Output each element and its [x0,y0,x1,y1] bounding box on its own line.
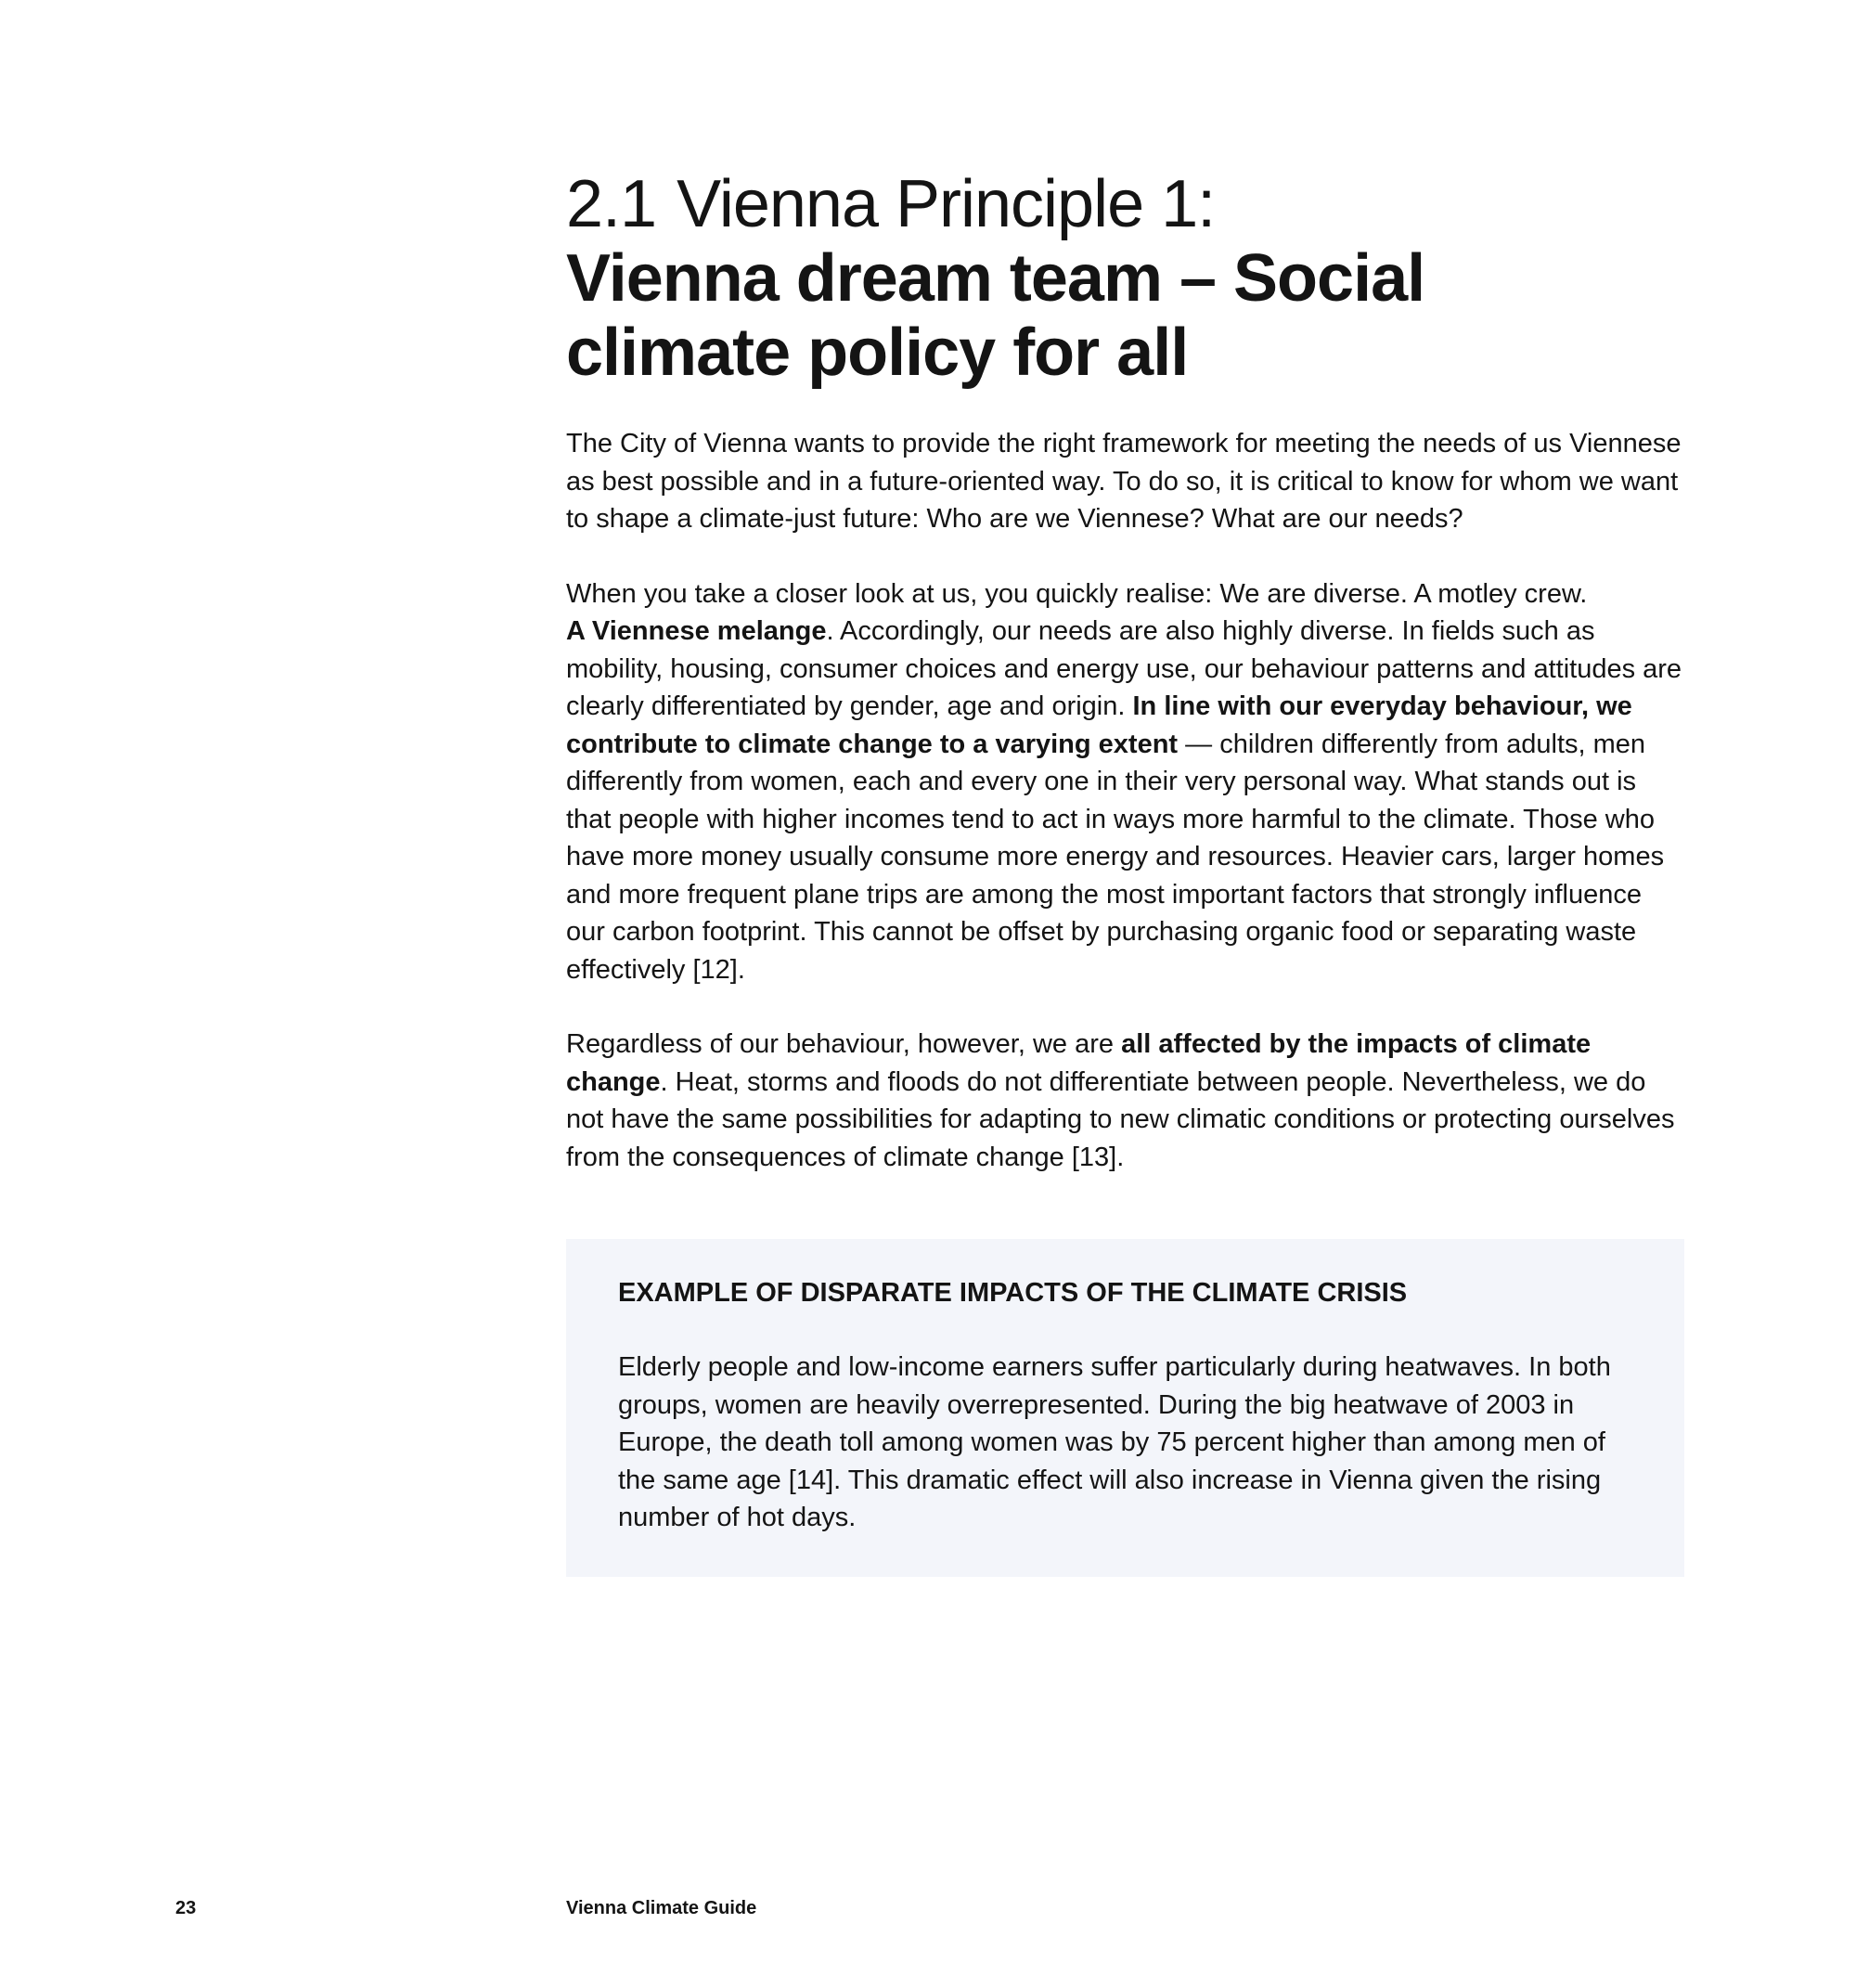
paragraph-2-bold-b: In line with our everyday behaviour, we contribute to climate change to a varying extent [566,691,1632,759]
example-box-text: Elderly people and low-income earners suffer particularly during heatwaves. In both groups, women are heavily overrepresented. During the big heatwave of 2003 in Europe, the death toll among women was by 75 percent higher than among men of the same age [14]. This dramatic effect will also increase in Vienna given the rising number of hot days. [618,1352,1611,1532]
paragraph-2-text-c: — children differently from adults, men differently from women, each and every one in their very personal way. What stands out is that people with higher incomes tend to act in ways more harmful to the climate. Those who have more money usually consume more energy and resources. Heavier cars, larger homes and more frequent plane trips are among the most important factors that strongly influence our carbon footprint. This cannot be offset by purchasing organic food or separating waste effectively [12]. [566,729,1665,985]
paragraph-3 [566,1026,1684,1176]
paragraph-1: The City of Vienna wants to provide the right framework for meeting the needs of us Viennese as best possible and in a future-oriented way. To do so, it is critical to know for whom we want to shape a climate-just future: Who are we Viennese? What are our needs? [566,429,1682,534]
paragraph-2-text-b: . Accordingly, our needs are also highly diverse. In fields such as mobility, housing, consumer choices and energy use, our behaviour patterns and attitudes are clearly differentiated by gender, age and origin. [566,616,1682,721]
section-heading [566,167,1684,390]
paragraph-2-bold-a: A Viennese melange [566,616,827,646]
paragraph-2 [566,575,1684,989]
main-content [566,167,1684,1213]
section-number-line [566,167,1684,241]
example-box [566,1239,1684,1577]
section-title-line2: climate policy for all [566,316,1189,390]
paragraph-2-text-a: When you take a closer look at us, you quickly realise: We are diverse. A motley crew. [566,578,1588,609]
page-number: 23 [175,1898,197,1918]
section-title-line1: Vienna dream team – Social [566,241,1425,316]
section-subtitle: Vienna Principle 1: [677,167,1216,241]
paragraph-3-text-a: Regardless of our behaviour, however, we are [566,1029,1122,1059]
section-number: 2.1 [566,167,657,241]
paragraph-3-text-b: . Heat, storms and floods do not differentiate between people. Nevertheless, we do not have the same possibilities for adapting to new climatic conditions or protecting ourselves from the consequences of climate change [13]. [566,1066,1675,1172]
example-box-title: EXAMPLE OF DISPARATE IMPACTS OF THE CLIMATE CRISIS [618,1278,1408,1308]
document-title: Vienna Climate Guide [566,1898,757,1918]
paragraph-3-bold: all affected by the impacts of climate change [566,1029,1592,1097]
